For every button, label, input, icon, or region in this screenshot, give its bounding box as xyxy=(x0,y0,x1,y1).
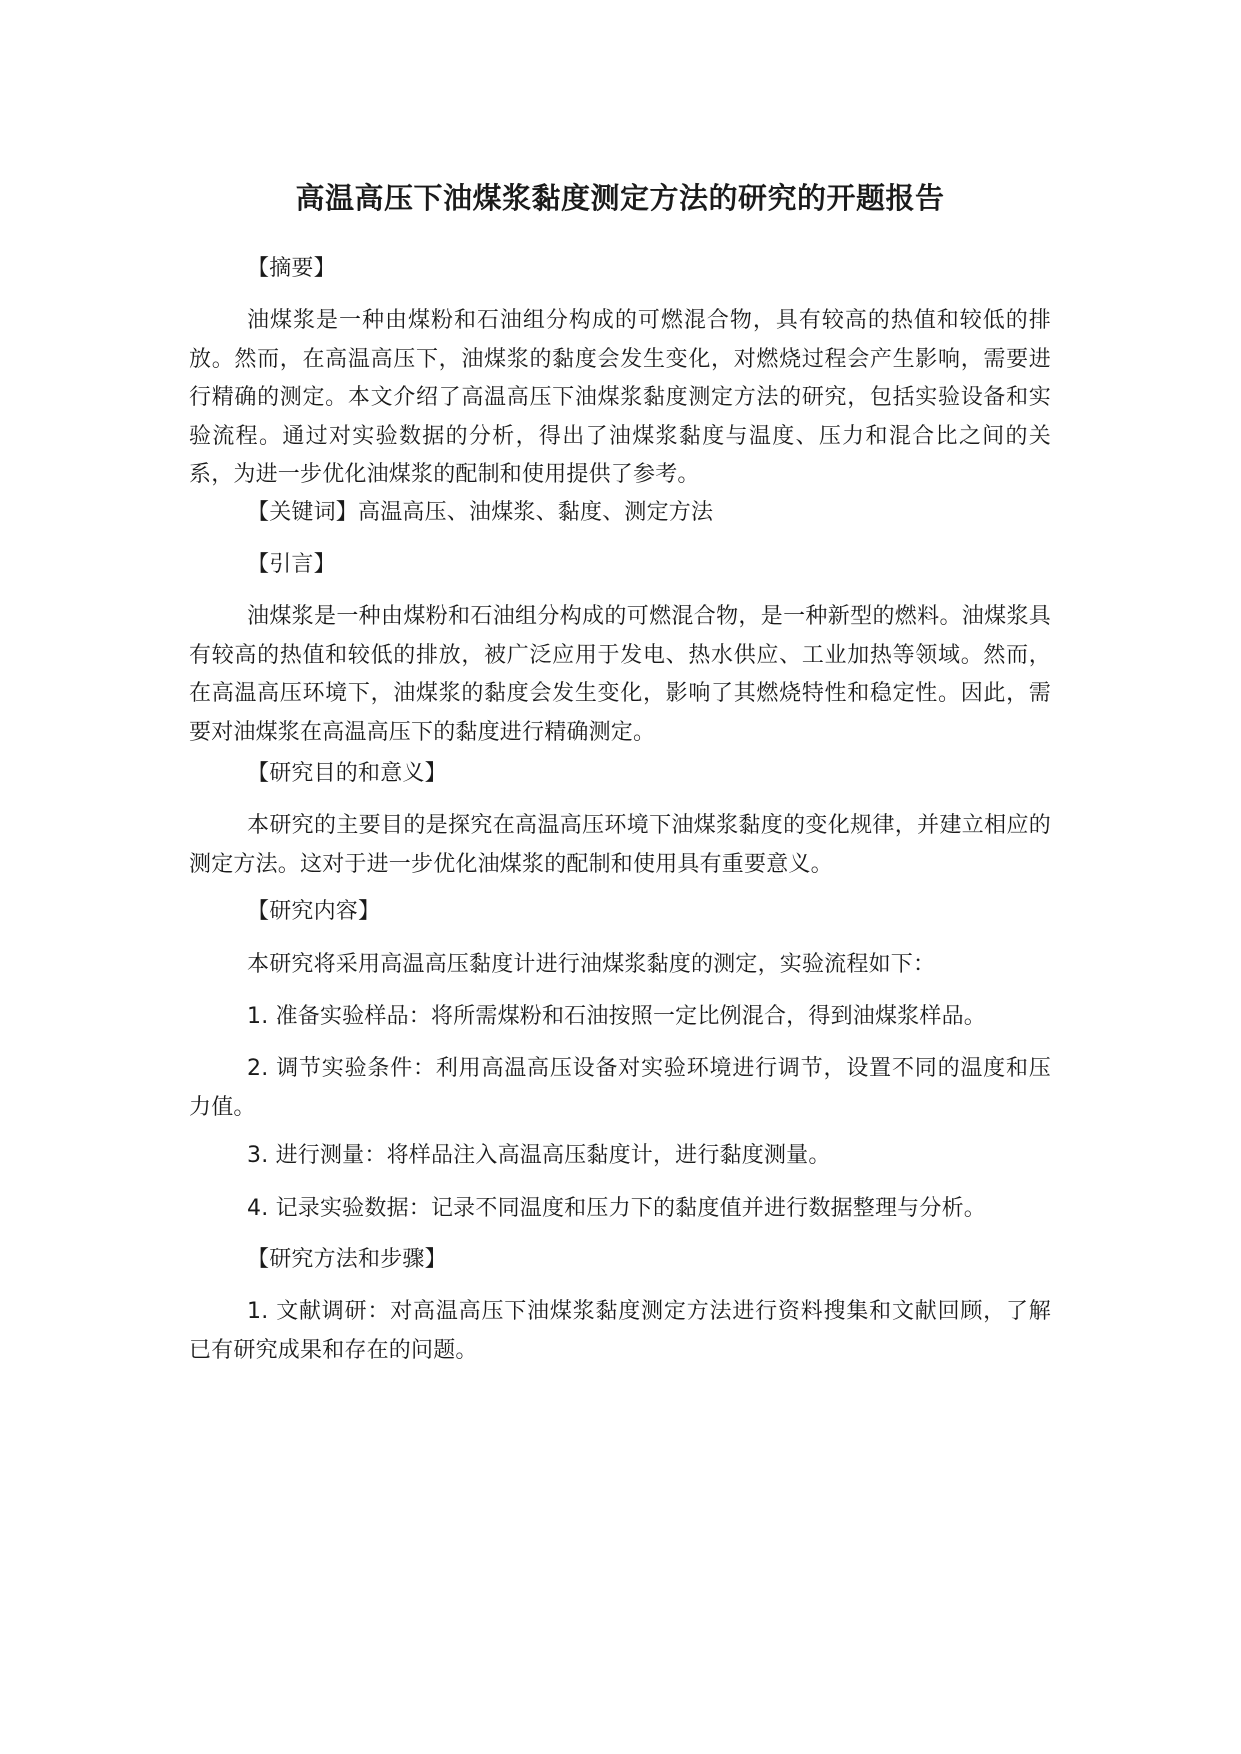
list-item: 3. 进行测量：将样品注入高温高压黏度计，进行黏度测量。 xyxy=(247,1143,831,1168)
purpose-paragraph: 本研究的主要目的是探究在高温高压环境下油煤浆黏度的变化规律，并建立相应的测定方法。这对于进一步优化油煤浆的配制和使用具有重要意义。 xyxy=(189,813,1051,877)
introduction-paragraph: 油煤浆是一种由煤粉和石油组分构成的可燃混合物，是一种新型的燃料。油煤浆具有较高的热值和较低的排放，被广泛应用于发电、热水供应、工业加热等领域。然而，在高温高压环境下，油煤浆的黏度会发生变化，影响了其燃烧特性和稳定性。因此，需要对油煤浆在高温高压下的黏度进行精确测定。 xyxy=(189,604,1051,745)
list-item: 4. 记录实验数据：记录不同温度和压力下的黏度值并进行数据整理与分析。 xyxy=(247,1196,986,1221)
heading-purpose: 【研究目的和意义】 xyxy=(247,761,447,786)
document-title: 高温高压下油煤浆黏度测定方法的研究的开题报告 xyxy=(295,181,945,215)
research-content-intro: 本研究将采用高温高压黏度计进行油煤浆黏度的测定，实验流程如下： xyxy=(247,952,936,977)
list-item: 1. 文献调研：对高温高压下油煤浆黏度测定方法进行资料搜集和文献回顾，了解已有研究成果和存在的问题。 xyxy=(189,1299,1051,1363)
heading-research-content: 【研究内容】 xyxy=(247,899,381,924)
keywords-line: 【关键词】高温高压、油煤浆、黏度、测定方法 xyxy=(247,500,714,525)
heading-introduction: 【引言】 xyxy=(247,552,336,577)
abstract-paragraph: 油煤浆是一种由煤粉和石油组分构成的可燃混合物，具有较高的热值和较低的排放。然而，在高温高压下，油煤浆的黏度会发生变化，对燃烧过程会产生影响，需要进行精确的测定。本文介绍了高温高压下油煤浆黏度测定方法的研究，包括实验设备和实验流程。通过对实验数据的分析，得出了油煤浆黏度与温度、压力和混合比之间的关系，为进一步优化油煤浆的配制和使用提供了参考。 xyxy=(189,308,1051,487)
heading-abstract: 【摘要】 xyxy=(247,256,336,281)
list-item: 2. 调节实验条件：利用高温高压设备对实验环境进行调节，设置不同的温度和压力值。 xyxy=(189,1056,1051,1120)
heading-methods: 【研究方法和步骤】 xyxy=(247,1247,447,1272)
list-item: 1. 准备实验样品：将所需煤粉和石油按照一定比例混合，得到油煤浆样品。 xyxy=(247,1004,986,1029)
